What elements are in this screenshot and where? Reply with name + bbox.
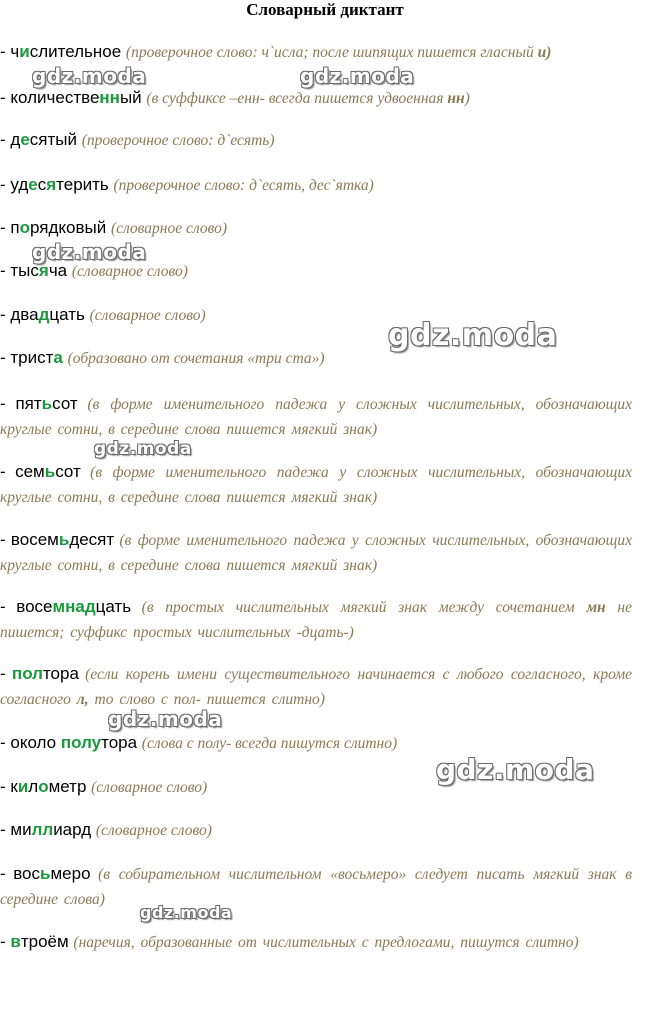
word-part: десят: [69, 530, 120, 549]
page-title: Словарный диктант: [246, 0, 404, 19]
entry-explanation: [82, 132, 275, 149]
word-part: рядковый: [29, 218, 111, 237]
dictation-entry: [0, 595, 632, 645]
entry-explanation: [146, 90, 469, 107]
watermark: gdz.moda: [32, 64, 147, 88]
word-part: - около: [0, 733, 61, 752]
explanation-text-end: не пишется; суффикс простых числительных -дцать-): [0, 599, 632, 641]
explanation-text: (если корень имени существительного начинается с любого согласного, кроме согласного: [0, 666, 633, 708]
word-part: - количестве: [0, 88, 100, 107]
explanation-text: (словарное слово): [95, 822, 212, 839]
word-part: - к: [0, 777, 18, 796]
entry-explanation: [0, 666, 632, 708]
watermark: gdz.moda: [140, 903, 233, 922]
explanation-bold: мн: [586, 599, 606, 616]
highlighted-letters: ь: [40, 864, 51, 883]
entry-word: [0, 130, 82, 149]
explanation-text: (в форме именительного падежа у сложных числительных, обозначающих круглые сотни, в середине слова пишется мягкий знак): [0, 396, 632, 438]
word-part: - трист: [0, 348, 54, 367]
highlighted-letters: пол: [11, 664, 43, 683]
entry-explanation: [0, 396, 632, 438]
entry-word: [0, 864, 98, 883]
word-part: - два: [0, 305, 39, 324]
word-part: - восем: [0, 530, 59, 549]
explanation-text: (слова с полу- всегда пишутся слитно): [141, 735, 398, 752]
entry-word: [0, 462, 90, 481]
explanation-bold: и): [537, 44, 552, 61]
entry-explanation: [91, 779, 207, 796]
highlighted-letters: мнад: [52, 597, 96, 616]
dictation-entry: [0, 216, 632, 241]
explanation-text: (словарное слово): [89, 307, 206, 324]
word-part: - восе: [0, 597, 53, 616]
highlighted-letters: е: [28, 175, 38, 194]
explanation-bold: л,: [76, 691, 89, 708]
explanation-text: (словарное слово): [110, 220, 228, 237]
watermark: gdz.moda: [108, 707, 223, 731]
highlighted-letters: лл: [31, 820, 54, 839]
dictation-entry: [0, 930, 632, 955]
watermark: gdz.moda: [388, 318, 558, 353]
explanation-text-end: то слово с пол- пишется слитно): [88, 691, 325, 708]
highlighted-letters: и: [19, 42, 30, 61]
explanation-text: (в форме именительного падежа у сложных числительных, обозначающих круглые сотни, в середине слова пишется мягкий знак): [0, 532, 633, 574]
word-part: - тыс: [0, 261, 39, 280]
entry-word: [0, 664, 85, 683]
word-part: с: [37, 175, 47, 194]
explanation-text: (в простых числительных мягкий знак между сочетанием: [141, 599, 587, 616]
word-part: сот: [52, 394, 88, 413]
word-part: - д: [0, 130, 21, 149]
entry-explanation: [96, 822, 212, 839]
entry-word: [0, 305, 90, 324]
word-part: - вос: [0, 864, 41, 883]
word-part: ча: [48, 261, 72, 280]
word-part: -: [0, 664, 12, 683]
word-part: тора: [101, 733, 142, 752]
dictation-entry: [0, 528, 632, 578]
dictation-entry: [0, 460, 632, 510]
word-part: цать: [95, 597, 142, 616]
word-part: - ч: [0, 42, 20, 61]
word-part: терить: [56, 175, 114, 194]
entry-explanation: [73, 934, 578, 951]
word-part: л: [28, 777, 39, 796]
watermark: gdz.moda: [94, 439, 192, 459]
highlighted-letters: и: [17, 777, 29, 796]
entry-word: [0, 530, 119, 549]
entry-explanation: [72, 263, 188, 280]
explanation-text: (словарное слово): [71, 263, 188, 280]
entry-explanation: [114, 177, 374, 194]
explanation-text: (словарное слово): [91, 779, 208, 796]
entry-word: [0, 733, 142, 752]
highlighted-letters: а: [53, 348, 63, 367]
highlighted-letters: я: [46, 175, 57, 194]
word-part: - уд: [0, 175, 29, 194]
highlighted-letters: нн: [99, 88, 120, 107]
highlighted-letters: д: [38, 305, 50, 324]
word-part: иард: [53, 820, 96, 839]
explanation-text: (в форме именительного падежа у сложных числительных, обозначающих круглые сотни, в середине слова пишется мягкий знак): [0, 464, 632, 506]
highlighted-letters: ь: [58, 530, 70, 549]
watermark: gdz.moda: [32, 240, 147, 264]
dictation-entry: [0, 86, 632, 111]
entry-word: [0, 348, 68, 367]
explanation-text: (в суффиксе –енн- всегда пишется удвоенная: [146, 90, 448, 107]
entry-word: [0, 88, 146, 107]
entry-word: [0, 777, 91, 796]
entry-explanation: [126, 44, 551, 61]
dictation-entry: [0, 862, 632, 912]
dictation-entry: [0, 40, 632, 65]
entry-word: [0, 175, 114, 194]
entry-word: [0, 218, 111, 237]
word-part: - сем: [0, 462, 45, 481]
highlighted-letters: ь: [44, 462, 56, 481]
entry-word: [0, 597, 142, 616]
watermark: gdz.moda: [300, 64, 415, 88]
entry-word: [0, 394, 88, 413]
explanation-text-end: ): [464, 90, 470, 107]
highlighted-letters: е: [20, 130, 30, 149]
highlighted-letters: ь: [41, 394, 53, 413]
watermark: gdz.moda: [436, 753, 595, 786]
entry-word: [0, 932, 73, 951]
explanation-text: (в собирательном числительном «восьмеро» следует писать мягкий знак в середине слова): [0, 866, 632, 908]
entry-word: [0, 820, 96, 839]
entry-explanation: [142, 735, 397, 752]
word-part: -: [0, 932, 11, 951]
word-part: сятый: [29, 130, 82, 149]
explanation-text: (образовано от сочетания «три ста»): [67, 350, 325, 367]
word-part: цать: [49, 305, 90, 324]
word-part: метр: [48, 777, 92, 796]
explanation-text: (наречия, образованные от числительных с предлогами, пишутся слитно): [73, 934, 579, 951]
highlighted-letters: я: [38, 261, 49, 280]
dictation-entry: [0, 818, 632, 843]
highlighted-letters: о: [19, 218, 30, 237]
word-part: тора: [42, 664, 86, 683]
dictation-entry: [0, 662, 632, 712]
entry-explanation: [68, 350, 325, 367]
entry-explanation: [111, 220, 227, 237]
explanation-text: (проверочное слово: д`есять): [81, 132, 275, 149]
highlighted-letters: полу: [60, 733, 102, 752]
dictation-entry: [0, 173, 632, 198]
explanation-bold: нн: [447, 90, 465, 107]
word-part: сот: [55, 462, 91, 481]
highlighted-letters: в: [10, 932, 21, 951]
word-part: - п: [0, 218, 20, 237]
word-part: - ми: [0, 820, 32, 839]
entry-explanation: [90, 307, 206, 324]
dictation-entry: [0, 128, 632, 153]
entry-explanation: [0, 464, 632, 506]
highlighted-letters: о: [38, 777, 49, 796]
word-part: - пят: [0, 394, 42, 413]
entry-word: [0, 42, 126, 61]
word-part: троём: [20, 932, 74, 951]
explanation-text: (проверочное слово: д`есять, дес`ятка): [113, 177, 374, 194]
word-part: меро: [50, 864, 99, 883]
explanation-text: (проверочное слово: ч`исла; после шипящих пишется гласный: [125, 44, 538, 61]
word-part: ый: [119, 88, 147, 107]
dictation-entry: [0, 392, 632, 442]
word-part: слительное: [29, 42, 126, 61]
